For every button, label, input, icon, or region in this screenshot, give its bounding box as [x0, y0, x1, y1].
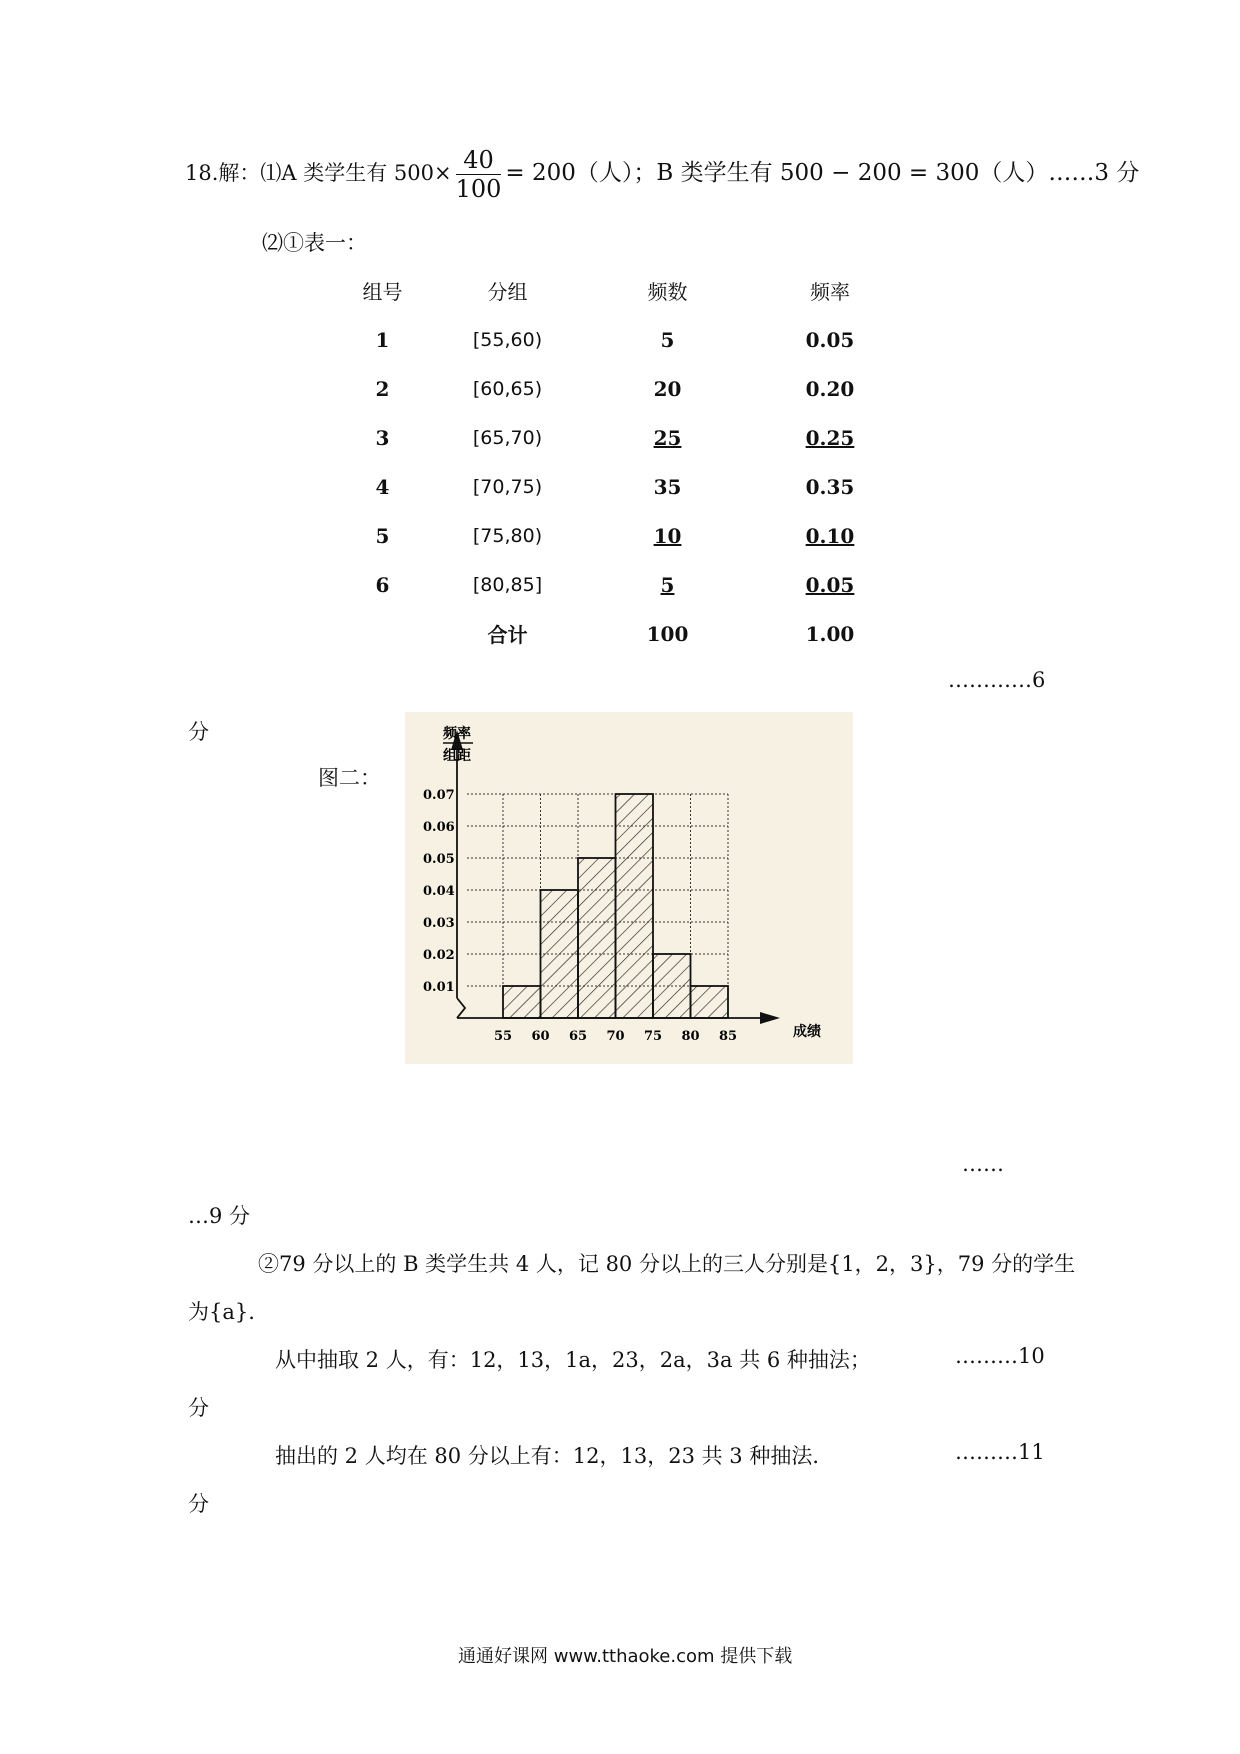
- cell-id: 5: [375, 523, 390, 548]
- table-row: [335, 462, 910, 511]
- y-tick-label: 0.01: [423, 980, 455, 995]
- cell-range: [75,80): [472, 524, 543, 547]
- score-mark-11-unit: 分: [188, 1492, 209, 1516]
- cell-rate: 0.35: [805, 474, 855, 499]
- y-axis-label-bottom: 组距: [443, 748, 471, 764]
- histogram-bar: [616, 794, 654, 1018]
- y-tick-label: 0.04: [423, 884, 455, 899]
- cell-freq: 20: [653, 376, 682, 401]
- x-tick-label: 80: [681, 1029, 700, 1044]
- score-mark-11: ………11: [955, 1440, 1045, 1464]
- cell-total-label: 合计: [487, 623, 528, 647]
- cell-freq-filled: 10: [653, 523, 682, 548]
- fraction-numerator: 40: [456, 146, 502, 175]
- cell-id: 2: [375, 376, 390, 401]
- histogram-bar: [691, 986, 729, 1018]
- cell-id: 3: [375, 425, 390, 450]
- header-rate: 频率: [810, 280, 850, 304]
- table-header-row: [335, 266, 910, 315]
- cell-rate: 0.20: [805, 376, 855, 401]
- table-row: [335, 413, 910, 462]
- y-tick-label: 0.03: [423, 916, 455, 931]
- footer-text: 通通好课网 www.tthaoke.com 提供下载: [458, 1646, 793, 1667]
- figure-label: 图二：: [318, 766, 381, 790]
- x-tick-label: 75: [643, 1029, 663, 1044]
- cell-rate-filled: 0.25: [805, 425, 855, 450]
- cell-rate: 0.05: [805, 327, 855, 352]
- score-mark-9: ……: [962, 1152, 1004, 1176]
- cell-id: 6: [375, 572, 390, 597]
- part2-2-line-2: 为{a}.: [188, 1300, 255, 1324]
- cell-id: 1: [375, 327, 390, 352]
- cell-rate-filled: 0.10: [805, 523, 855, 548]
- part2-label: ⑵①表一：: [262, 231, 367, 255]
- cell-empty: [335, 609, 430, 658]
- score-mark-9-unit: …9 分: [188, 1204, 251, 1228]
- cell-freq: 5: [660, 327, 675, 352]
- cell-freq: 35: [653, 474, 682, 499]
- histogram-bar: [541, 890, 579, 1018]
- cell-total-freq: 100: [646, 621, 689, 646]
- x-axis-label: 成绩: [793, 1024, 821, 1040]
- y-tick-label: 0.07: [423, 788, 455, 803]
- cell-total-rate: 1.00: [805, 621, 855, 646]
- table-row: [335, 560, 910, 609]
- histogram-bar: [578, 858, 616, 1018]
- y-tick-label: 0.06: [423, 820, 455, 835]
- y-tick-label: 0.02: [423, 948, 455, 963]
- cell-id: 4: [375, 474, 390, 499]
- cell-range: [80,85]: [472, 573, 543, 596]
- x-tick-label: 55: [493, 1029, 513, 1044]
- cell-range: [60,65): [472, 377, 543, 400]
- y-axis-label-top: 频率: [443, 726, 471, 742]
- score-mark-6-unit: 分: [188, 720, 209, 744]
- solution-line-1-rest: = 200（人）；B 类学生有 500 − 200 = 300（人）……3 分: [505, 160, 1140, 186]
- fraction: [456, 146, 502, 203]
- part2-2-line-4: 抽出的 2 人均在 80 分以上有：12，13，23 共 3 种抽法．: [275, 1444, 834, 1468]
- solution-line-1: [185, 146, 1139, 203]
- y-tick-label: 0.05: [423, 852, 455, 867]
- cell-freq-filled: 5: [660, 572, 675, 597]
- score-mark-6: …………6: [948, 668, 1046, 692]
- cell-range: [65,70): [472, 426, 543, 449]
- table-row: [335, 511, 910, 560]
- x-tick-label: 65: [568, 1029, 588, 1044]
- histogram-bar: [653, 954, 691, 1018]
- table-row: [335, 315, 910, 364]
- fraction-denominator: 100: [455, 175, 502, 203]
- frequency-table: [335, 266, 910, 658]
- header-group-id: 组号: [362, 280, 403, 304]
- table-row: [335, 364, 910, 413]
- cell-freq-filled: 25: [653, 425, 682, 450]
- frequency-histogram: [405, 712, 853, 1064]
- table-total-row: [335, 609, 910, 658]
- x-tick-label: 85: [718, 1029, 738, 1044]
- cell-rate-filled: 0.05: [805, 572, 855, 597]
- solution-line-1-prefix: 18.解：⑴A 类学生有 500×: [185, 161, 452, 185]
- score-mark-10-unit: 分: [188, 1396, 209, 1420]
- part2-2-line-3: 从中抽取 2 人，有：12，13，1a，23，2a，3a 共 6 种抽法；: [275, 1348, 871, 1372]
- histogram-bar: [503, 986, 541, 1018]
- cell-range: [70,75): [472, 475, 543, 498]
- x-tick-label: 60: [531, 1029, 550, 1044]
- x-tick-label: 70: [606, 1029, 625, 1044]
- cell-range: [55,60): [472, 328, 543, 351]
- part2-2-line-1: ②79 分以上的 B 类学生共 4 人，记 80 分以上的三人分别是{1，2，3}，79 分的学生: [258, 1252, 1076, 1276]
- score-mark-10: ………10: [955, 1344, 1045, 1368]
- header-frequency: 频数: [647, 280, 688, 304]
- header-group-range: 分组: [487, 280, 528, 304]
